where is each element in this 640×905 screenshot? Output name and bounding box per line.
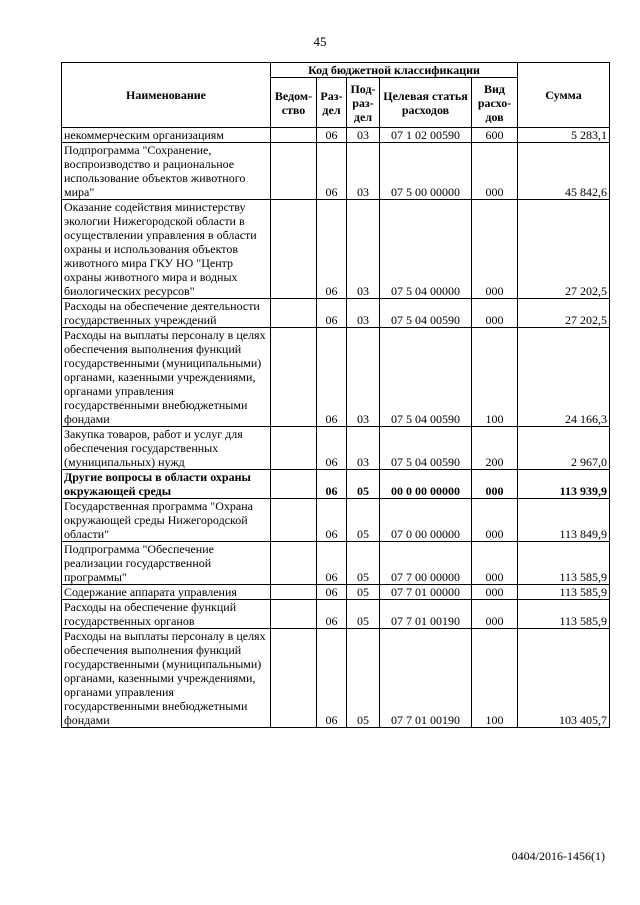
row-name: Государственная программа "Охрана окружающей среды Нижегородской области" (62, 499, 271, 542)
row-sum: 45 842,6 (518, 143, 610, 200)
table-row (62, 542, 610, 585)
row-vid: 100 (472, 629, 518, 728)
row-vedom (271, 200, 317, 299)
header-name: Наименование (62, 63, 271, 128)
row-vid: 000 (472, 200, 518, 299)
row-vedom (271, 299, 317, 328)
row-podrazdel: 05 (347, 629, 380, 728)
table-row (62, 143, 610, 200)
row-name: Расходы на выплаты персоналу в целях обеспечения выполнения функций государственными (муниципальными) органами, казенными учреждениями, органами управления государственными внебюджетными фондами (62, 629, 271, 728)
row-target: 07 5 00 00000 (380, 143, 472, 200)
table-row (62, 629, 610, 728)
row-target: 07 7 01 00190 (380, 629, 472, 728)
header-vid: Вид расхо-дов (472, 78, 518, 128)
row-razdel: 06 (317, 600, 347, 629)
row-vid: 000 (472, 299, 518, 328)
row-sum: 5 283,1 (518, 128, 610, 143)
row-podrazdel: 05 (347, 585, 380, 600)
row-podrazdel: 05 (347, 499, 380, 542)
row-vedom (271, 600, 317, 629)
row-sum: 2 967,0 (518, 427, 610, 470)
row-podrazdel: 03 (347, 143, 380, 200)
table-row (62, 499, 610, 542)
table-row (62, 299, 610, 328)
header-code-group: Код бюджетной классификации (271, 63, 518, 78)
header-razdel: Раз-дел (317, 78, 347, 128)
row-target: 07 5 04 00590 (380, 299, 472, 328)
row-vid: 000 (472, 600, 518, 629)
row-vedom (271, 470, 317, 499)
budget-table (61, 62, 610, 728)
row-sum: 27 202,5 (518, 299, 610, 328)
row-razdel: 06 (317, 200, 347, 299)
header-podrazdel: Под-раз-дел (347, 78, 380, 128)
row-vid: 000 (472, 470, 518, 499)
row-name: Расходы на выплаты персоналу в целях обеспечения выполнения функций государственными (муниципальными) органами, казенными учреждениями, органами управления государственными внебюджетными фондами (62, 328, 271, 427)
row-podrazdel: 03 (347, 299, 380, 328)
row-vedom (271, 499, 317, 542)
row-name: Другие вопросы в области охраны окружающей среды (62, 470, 271, 499)
table-row (62, 427, 610, 470)
row-target: 07 5 04 00590 (380, 427, 472, 470)
row-sum: 103 405,7 (518, 629, 610, 728)
row-razdel: 06 (317, 499, 347, 542)
row-razdel: 06 (317, 299, 347, 328)
row-razdel: 06 (317, 629, 347, 728)
row-podrazdel: 03 (347, 200, 380, 299)
row-sum: 27 202,5 (518, 200, 610, 299)
row-razdel: 06 (317, 585, 347, 600)
row-name: некоммерческим организациям (62, 128, 271, 143)
row-vid: 000 (472, 143, 518, 200)
page-number: 45 (313, 34, 327, 49)
header-target: Целевая статья расходов (380, 78, 472, 128)
row-razdel: 06 (317, 542, 347, 585)
row-name: Расходы на обеспечение деятельности государственных учреждений (62, 299, 271, 328)
row-podrazdel: 05 (347, 470, 380, 499)
row-vid: 100 (472, 328, 518, 427)
row-vedom (271, 128, 317, 143)
document-code: 0404/2016-1456(1) (511, 849, 605, 863)
row-razdel: 06 (317, 128, 347, 143)
row-vid: 000 (472, 499, 518, 542)
row-sum: 113 939,9 (518, 470, 610, 499)
row-vid: 000 (472, 585, 518, 600)
row-vid: 600 (472, 128, 518, 143)
table-body (62, 128, 610, 728)
row-podrazdel: 03 (347, 128, 380, 143)
row-podrazdel: 05 (347, 600, 380, 629)
row-target: 07 5 04 00000 (380, 200, 472, 299)
header-vedom: Ведом-ство (271, 78, 317, 128)
row-target: 07 7 01 00000 (380, 585, 472, 600)
row-vid: 200 (472, 427, 518, 470)
header-sum: Сумма (518, 63, 610, 128)
table-row (62, 585, 610, 600)
row-target: 07 1 02 00590 (380, 128, 472, 143)
row-vedom (271, 585, 317, 600)
row-sum: 24 166,3 (518, 328, 610, 427)
row-razdel: 06 (317, 328, 347, 427)
row-podrazdel: 03 (347, 427, 380, 470)
table-row (62, 470, 610, 499)
row-name: Подпрограмма "Обеспечение реализации государственной программы" (62, 542, 271, 585)
row-vedom (271, 427, 317, 470)
row-target: 07 5 04 00590 (380, 328, 472, 427)
row-sum: 113 849,9 (518, 499, 610, 542)
row-target: 07 7 01 00190 (380, 600, 472, 629)
row-vid: 000 (472, 542, 518, 585)
row-podrazdel: 03 (347, 328, 380, 427)
row-vedom (271, 143, 317, 200)
table-row (62, 200, 610, 299)
row-name: Закупка товаров, работ и услуг для обеспечения государственных (муниципальных) нужд (62, 427, 271, 470)
row-name: Оказание содействия министерству экологии Нижегородской области в осуществлении управления в области охраны и использования объектов животного мира ГКУ НО "Центр охраны животного мира и водных биологических ресурсов" (62, 200, 271, 299)
table-row (62, 328, 610, 427)
row-target: 07 0 00 00000 (380, 499, 472, 542)
row-target: 07 7 00 00000 (380, 542, 472, 585)
row-razdel: 06 (317, 143, 347, 200)
row-vedom (271, 629, 317, 728)
row-razdel: 06 (317, 427, 347, 470)
row-name: Подпрограмма "Сохранение, воспроизводство и рациональное использование объектов животного мира" (62, 143, 271, 200)
row-vedom (271, 542, 317, 585)
row-razdel: 06 (317, 470, 347, 499)
row-name: Содержание аппарата управления (62, 585, 271, 600)
row-name: Расходы на обеспечение функций государственных органов (62, 600, 271, 629)
table-row (62, 128, 610, 143)
row-sum: 113 585,9 (518, 542, 610, 585)
row-podrazdel: 05 (347, 542, 380, 585)
table-row (62, 600, 610, 629)
row-sum: 113 585,9 (518, 600, 610, 629)
row-vedom (271, 328, 317, 427)
row-sum: 113 585,9 (518, 585, 610, 600)
row-target: 00 0 00 00000 (380, 470, 472, 499)
